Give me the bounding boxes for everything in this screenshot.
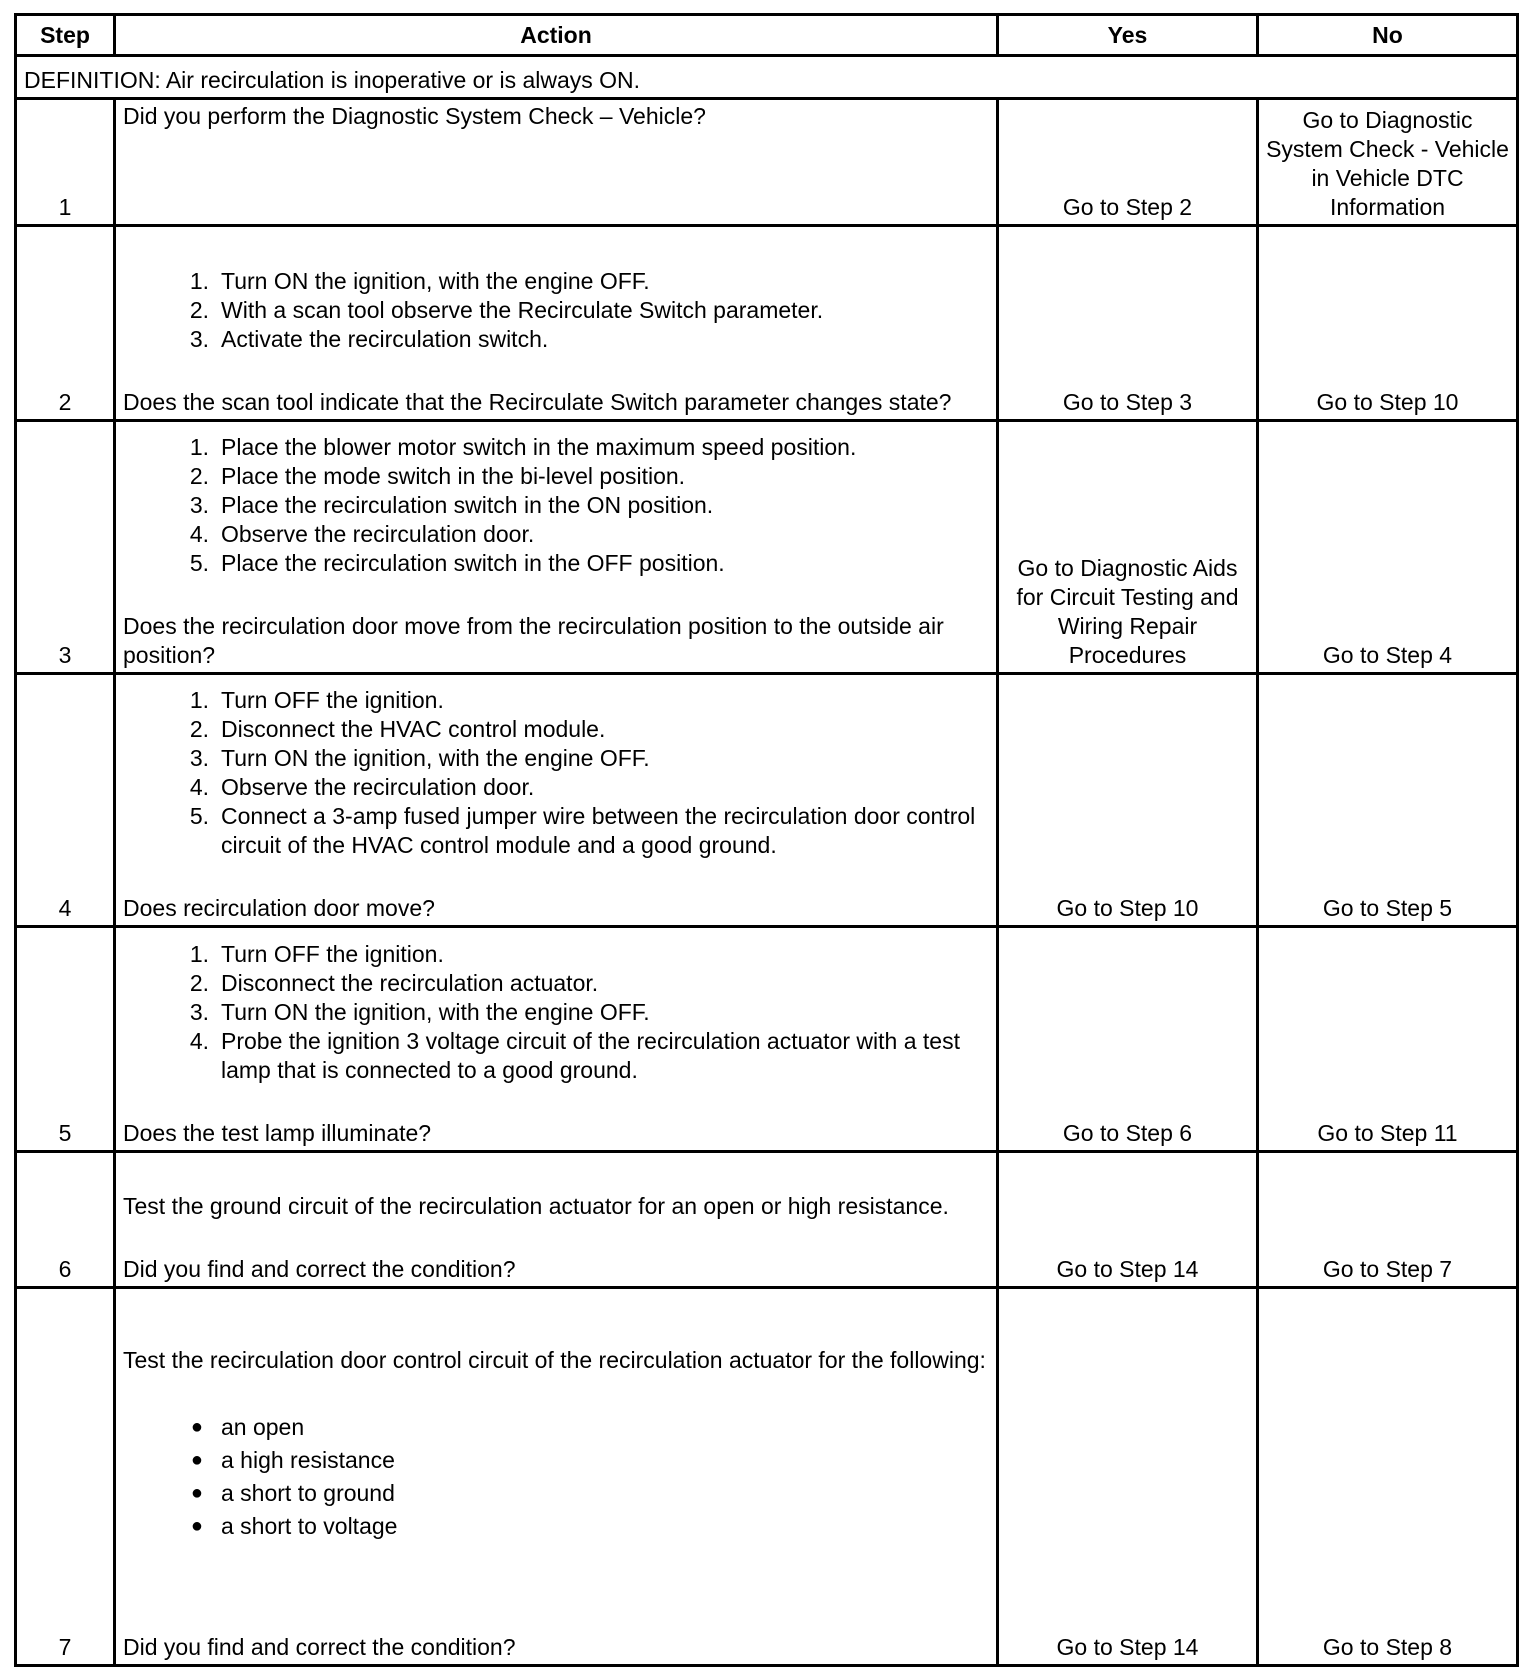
- table-row: [16, 1152, 1518, 1288]
- action-intro: Did you perform the Diagnostic System Check – Vehicle?: [123, 103, 706, 129]
- header-action: Action: [115, 15, 998, 56]
- item-number: 1.: [189, 268, 209, 294]
- list-item: [123, 549, 989, 578]
- table-row: [16, 421, 1518, 674]
- condition-list: [123, 1411, 989, 1543]
- yes-result: Go to Diagnostic Aids for Circuit Testing and Wiring Repair Procedures: [998, 421, 1258, 674]
- action-cell: [115, 421, 998, 674]
- list-item: [123, 1477, 989, 1510]
- no-result: Go to Step 8: [1258, 1288, 1518, 1666]
- item-number: 2.: [189, 716, 209, 742]
- action-question: Does recirculation door move?: [123, 895, 435, 921]
- action-cell: [115, 226, 998, 421]
- item-text: an open: [221, 1414, 305, 1440]
- item-number: 5.: [189, 803, 209, 829]
- action-intro: Test the ground circuit of the recirculation actuator for an open or high resistance.: [123, 1193, 949, 1219]
- item-number: 1.: [189, 941, 209, 967]
- list-item: [123, 1411, 989, 1444]
- step-number: 4: [16, 674, 115, 927]
- item-number: 2.: [189, 297, 209, 323]
- bullet-icon: ●: [190, 1515, 203, 1537]
- item-number: 3.: [189, 999, 209, 1025]
- instruction-list: [123, 433, 989, 578]
- item-number: 2.: [189, 463, 209, 489]
- item-text: Disconnect the HVAC control module.: [221, 716, 606, 742]
- yes-result: Go to Step 14: [998, 1152, 1258, 1288]
- item-text: Place the blower motor switch in the maximum speed position.: [221, 434, 857, 460]
- list-item: [123, 1510, 989, 1543]
- no-result: Go to Diagnostic System Check - Vehicle in Vehicle DTC Information: [1258, 99, 1518, 226]
- action-cell: [115, 1288, 998, 1666]
- item-text: a high resistance: [221, 1447, 395, 1473]
- no-result: Go to Step 5: [1258, 674, 1518, 927]
- list-item: [123, 998, 989, 1027]
- item-text: Place the mode switch in the bi-level position.: [221, 463, 686, 489]
- item-number: 1.: [189, 687, 209, 713]
- list-item: [123, 1027, 989, 1085]
- header-no: No: [1258, 15, 1518, 56]
- table-header-row: [16, 15, 1518, 56]
- item-text: a short to ground: [221, 1480, 395, 1506]
- instruction-list: [123, 267, 989, 354]
- action-cell: [115, 674, 998, 927]
- bullet-icon: ●: [190, 1416, 203, 1438]
- no-result: Go to Step 4: [1258, 421, 1518, 674]
- yes-result: Go to Step 10: [998, 674, 1258, 927]
- definition-text: DEFINITION: Air recirculation is inoperative or is always ON.: [16, 56, 1518, 99]
- step-number: 3: [16, 421, 115, 674]
- item-number: 2.: [189, 970, 209, 996]
- table-row: [16, 1288, 1518, 1666]
- diagnostic-table: [14, 13, 1519, 1667]
- definition-row: [16, 56, 1518, 99]
- table-row: [16, 927, 1518, 1152]
- list-item: [123, 491, 989, 520]
- yes-result: Go to Step 3: [998, 226, 1258, 421]
- list-item: [123, 686, 989, 715]
- item-number: 4.: [189, 1028, 209, 1054]
- list-item: [123, 433, 989, 462]
- item-text: Turn ON the ignition, with the engine OFF.: [221, 999, 650, 1025]
- item-number: 5.: [189, 550, 209, 576]
- list-item: [123, 744, 989, 773]
- yes-result: Go to Step 6: [998, 927, 1258, 1152]
- item-text: Turn ON the ignition, with the engine OFF.: [221, 268, 650, 294]
- list-item: [123, 296, 989, 325]
- step-number: 1: [16, 99, 115, 226]
- step-number: 6: [16, 1152, 115, 1288]
- list-item: [123, 802, 989, 860]
- list-item: [123, 969, 989, 998]
- bullet-icon: ●: [190, 1482, 203, 1504]
- item-text: Turn OFF the ignition.: [221, 941, 444, 967]
- item-text: Turn ON the ignition, with the engine OFF.: [221, 745, 650, 771]
- action-cell: [115, 927, 998, 1152]
- list-item: [123, 940, 989, 969]
- no-result: Go to Step 7: [1258, 1152, 1518, 1288]
- action-question: Does the test lamp illuminate?: [123, 1120, 432, 1146]
- list-item: [123, 773, 989, 802]
- action-cell: [115, 1152, 998, 1288]
- action-question: Does the recirculation door move from the recirculation position to the outside air position?: [123, 613, 944, 668]
- step-number: 2: [16, 226, 115, 421]
- header-step: Step: [16, 15, 115, 56]
- yes-result: Go to Step 14: [998, 1288, 1258, 1666]
- item-number: 3.: [189, 326, 209, 352]
- list-item: [123, 325, 989, 354]
- yes-result: Go to Step 2: [998, 99, 1258, 226]
- table-row: [16, 674, 1518, 927]
- item-text: Observe the recirculation door.: [221, 774, 535, 800]
- table-row: [16, 226, 1518, 421]
- item-text: With a scan tool observe the Recirculate Switch parameter.: [221, 297, 824, 323]
- table-row: [16, 99, 1518, 226]
- item-number: 3.: [189, 492, 209, 518]
- list-item: [123, 520, 989, 549]
- step-number: 7: [16, 1288, 115, 1666]
- item-text: Activate the recirculation switch.: [221, 326, 549, 352]
- action-question: Did you find and correct the condition?: [123, 1634, 516, 1660]
- item-text: Probe the ignition 3 voltage circuit of the recirculation actuator with a test lamp that is connected to a good ground.: [221, 1028, 960, 1083]
- item-text: Place the recirculation switch in the ON position.: [221, 492, 714, 518]
- item-text: Connect a 3-amp fused jumper wire between the recirculation door control circuit of the HVAC control module and a good ground.: [221, 803, 976, 858]
- action-question: Did you find and correct the condition?: [123, 1256, 516, 1282]
- list-item: [123, 267, 989, 296]
- item-number: 4.: [189, 774, 209, 800]
- item-text: Disconnect the recirculation actuator.: [221, 970, 599, 996]
- no-result: Go to Step 10: [1258, 226, 1518, 421]
- instruction-list: [123, 940, 989, 1085]
- item-number: 4.: [189, 521, 209, 547]
- action-cell: [115, 99, 998, 226]
- item-number: 3.: [189, 745, 209, 771]
- list-item: [123, 462, 989, 491]
- action-question: Does the scan tool indicate that the Recirculate Switch parameter changes state?: [123, 389, 952, 415]
- item-text: Place the recirculation switch in the OFF position.: [221, 550, 725, 576]
- step-number: 5: [16, 927, 115, 1152]
- header-yes: Yes: [998, 15, 1258, 56]
- list-item: [123, 715, 989, 744]
- item-text: a short to voltage: [221, 1513, 398, 1539]
- action-intro: Test the recirculation door control circuit of the recirculation actuator for the following:: [123, 1347, 986, 1373]
- item-text: Turn OFF the ignition.: [221, 687, 444, 713]
- item-number: 1.: [189, 434, 209, 460]
- item-text: Observe the recirculation door.: [221, 521, 535, 547]
- list-item: [123, 1444, 989, 1477]
- bullet-icon: ●: [190, 1449, 203, 1471]
- instruction-list: [123, 686, 989, 860]
- no-result: Go to Step 11: [1258, 927, 1518, 1152]
